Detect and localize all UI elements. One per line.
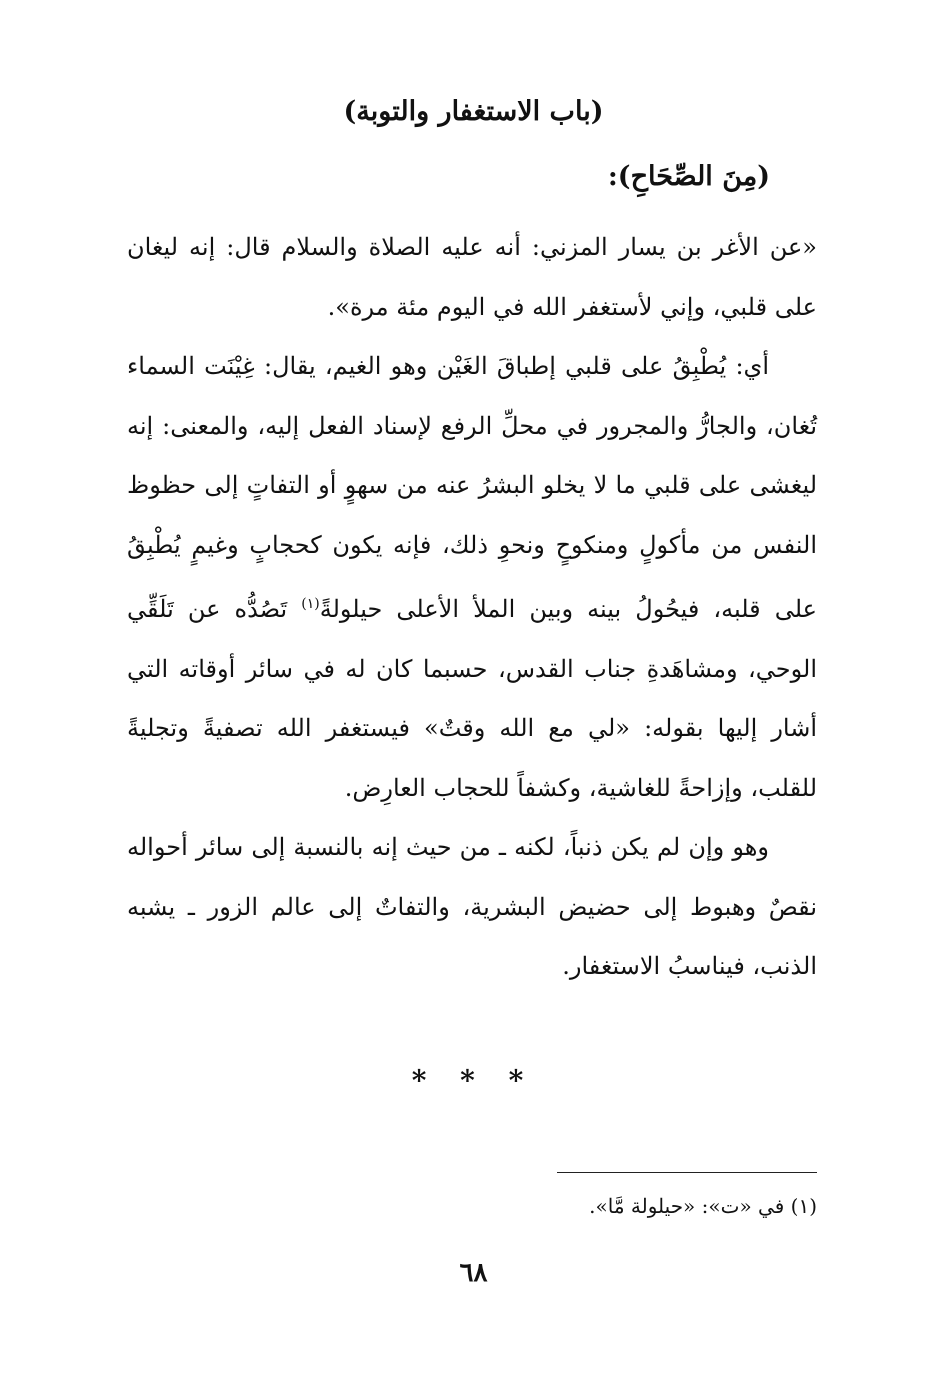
footnote-divider — [557, 1172, 817, 1173]
section-separator: * * * — [411, 1064, 536, 1097]
page-number: ٦٨ — [459, 1258, 488, 1288]
closing-paragraph: وهو وإن لم يكن ذنباً، لكنه ـ من حيث إنه بالنسبة إلى سائر أحواله نقصٌ وهبوط إلى حضيض البشرية، والتفاتٌ إلى عالم الزور ـ يشبه الذنب، فيناسبُ الاستغفار. — [127, 833, 817, 980]
commentary-text-continued: تَصُدُّه عن تَلَقِّي الوحي، ومشاهَدةِ جناب القدس، حسبما كان له في سائر أوقاته التي أشار إليها بقوله: «لي مع الله وقتٌ» فيستغفر الله تصفيةً وتجليةً للقلب، وإزاحةً للغاشية، وكشفاً للحجاب العارِض. — [127, 595, 817, 802]
chapter-title: (باب الاستغفار والتوبة) — [343, 96, 604, 127]
main-text — [127, 218, 817, 997]
commentary-paragraph — [127, 337, 817, 818]
footnote: (١) في «ت»: «حيلولة مَّا». — [589, 1194, 817, 1218]
section-title: (مِنَ الصِّحَاحِ): — [607, 161, 770, 192]
footnote-marker: (١) — [301, 596, 320, 612]
commentary-text: أي: يُطْبِقُ على قلبي إطباقَ الغَيْن وهو الغيم، يقال: غِيْنَت السماء تُغان، والجارُّ والمجرور في محلِّ الرفع لإسناد الفعل إليه، والمعنى: إنه ليغشى على قلبي ما لا يخلو البشرُ عنه من سهوٍ أو التفاتٍ إلى حظوظ النفس من مأكولٍ ومنكوحٍ ونحوِ ذلك، فإنه يكون كحجابٍ وغيمٍ يُطْبِقُ على قلبه، فيحُولُ بينه وبين الملأ الأعلى حيلولةً — [127, 352, 817, 623]
hadith-paragraph: «عن الأغر بن يسار المزني: أنه عليه الصلاة والسلام قال: إنه ليغان على قلبي، وإني لأستغفر الله في اليوم مئة مرة». — [127, 233, 817, 321]
